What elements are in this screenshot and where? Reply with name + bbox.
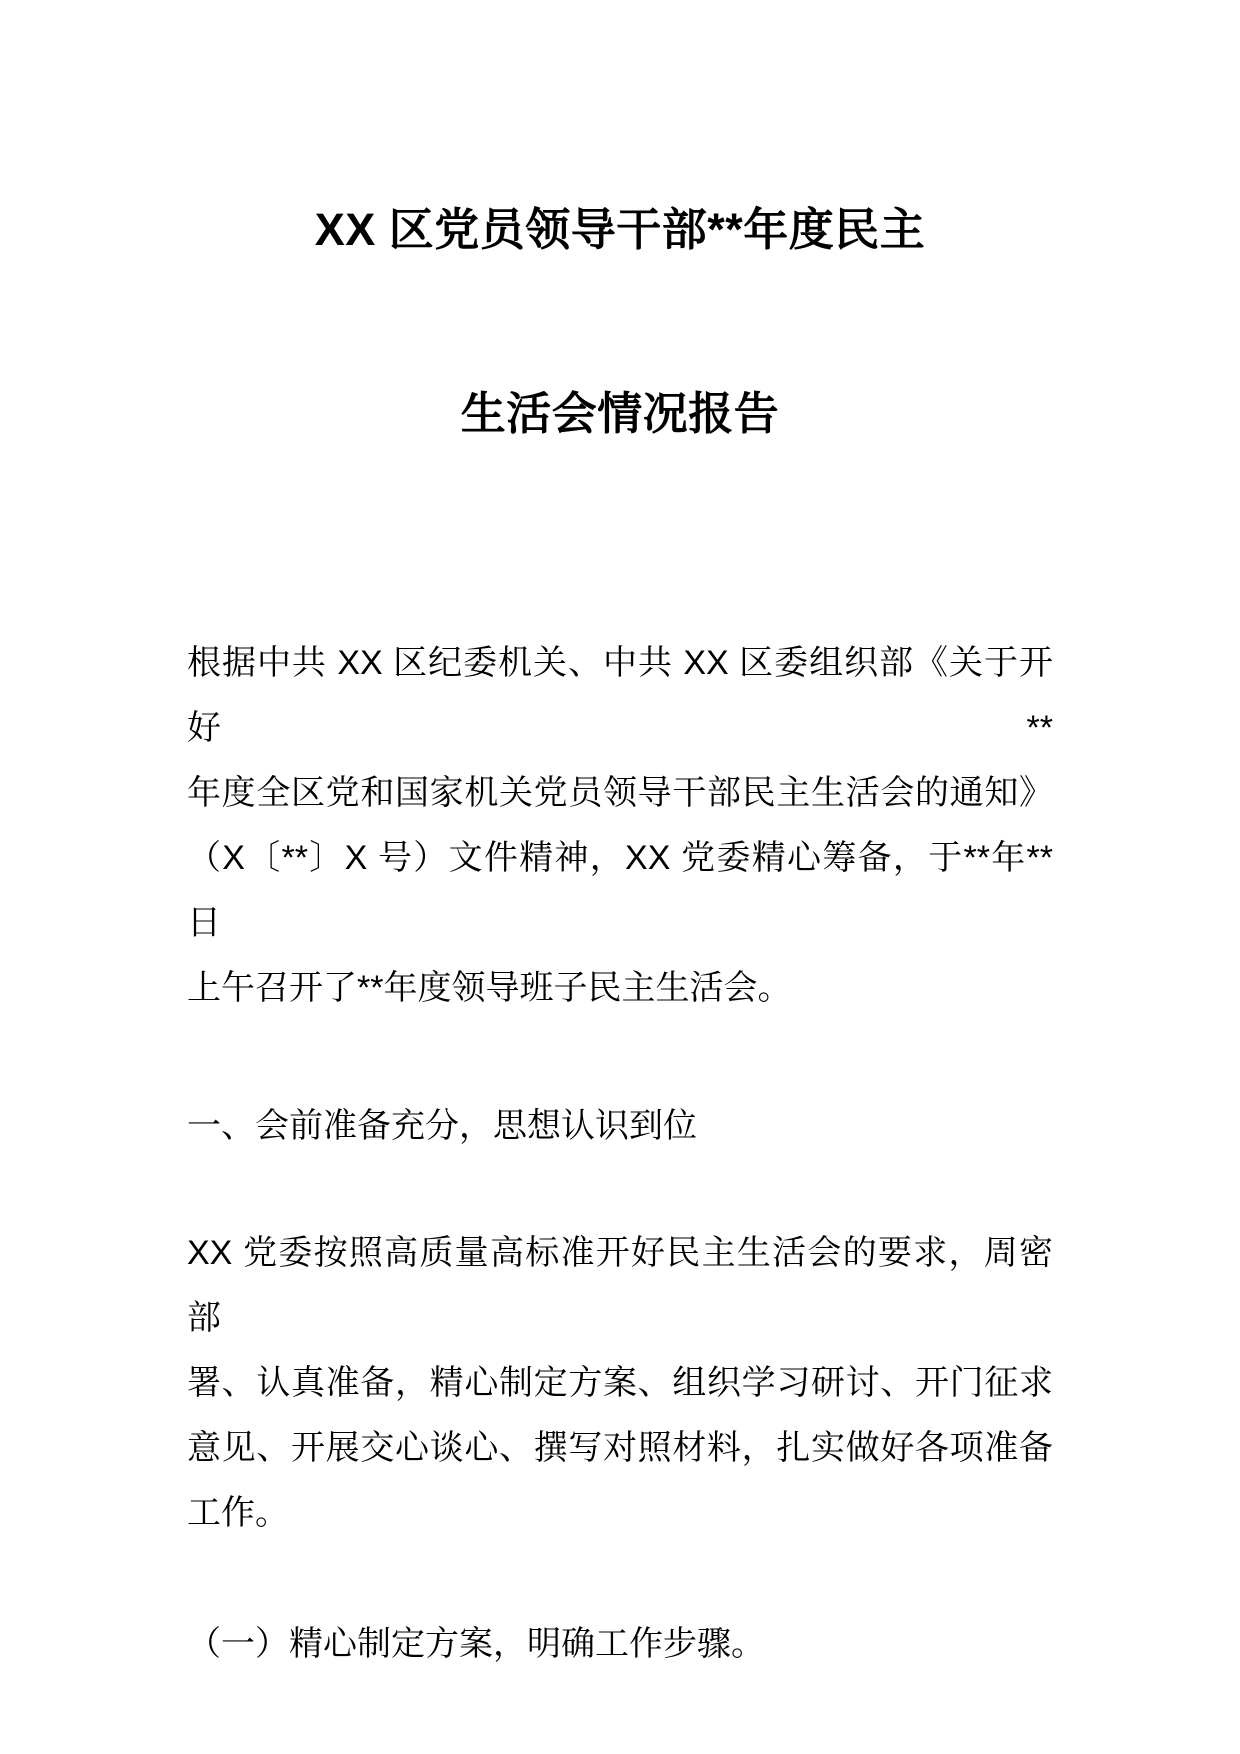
intro-paragraph-line-3: （X〔**〕X 号）文件精神，XX 党委精心筹备，于**年**日 (187, 839, 1053, 942)
subsection-1-1-heading-text: （一）精心制定方案，明确工作步骤。 (187, 1625, 765, 1663)
intro-paragraph (187, 631, 1053, 1021)
document-content (0, 138, 1240, 1677)
section-1-heading (187, 1094, 1053, 1159)
section-1-paragraph-line-1: XX 党委按照高质量高标准开好民主生活会的要求，周密部 (187, 1234, 1053, 1337)
intro-paragraph-line-1: 根据中共 XX 区纪委机关、中共 XX 区委组织部《关于开好** (187, 644, 1053, 747)
section-1-heading-text: 一、会前准备充分，思想认识到位 (187, 1107, 697, 1145)
intro-paragraph-line-4: 上午召开了**年度领导班子民主生活会。 (187, 969, 792, 1007)
title-line-2: 生活会情况报告 (460, 388, 780, 439)
section-1-paragraph-line-4: 工作。 (187, 1494, 289, 1532)
title-line-1: XX 区党员领导干部**年度民主 (314, 204, 926, 255)
section-1-paragraph-line-2: 署、认真准备，精心制定方案、组织学习研讨、开门征求 (187, 1364, 1053, 1402)
intro-paragraph-line-2: 年度全区党和国家机关党员领导干部民主生活会的通知》 (187, 774, 1053, 812)
document-title (187, 138, 1053, 506)
subsection-1-1-heading (187, 1612, 1053, 1677)
section-1-paragraph (187, 1221, 1053, 1546)
section-1-paragraph-line-3: 意见、开展交心谈心、撰写对照材料，扎实做好各项准备 (187, 1429, 1053, 1467)
